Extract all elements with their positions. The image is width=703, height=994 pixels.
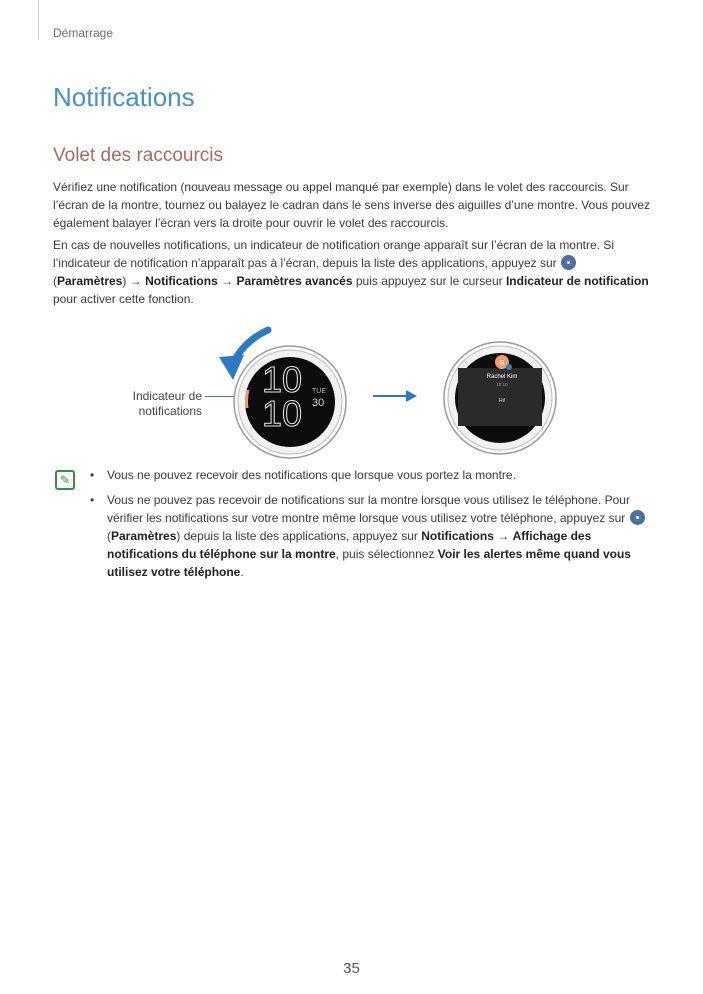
paren: ( <box>53 274 57 288</box>
settings-gear-icon <box>561 255 576 270</box>
show-alerts-label: Voir les alertes même quand vous utilisez votre téléphone <box>107 547 631 579</box>
message-time: 10:10 <box>496 382 508 387</box>
notification-indicator-arc <box>247 390 248 408</box>
indicator-paragraph <box>53 236 653 308</box>
date-text: 30 <box>312 397 325 409</box>
header-rule <box>38 0 39 40</box>
paragraph-text: En cas de nouvelles notifications, un indicateur de notification orange apparaît sur l’écran de la montre. Si l’indicateur de notification n’apparaît pas à l’écran, depuis la liste des applications, appuyez sur <box>53 238 614 270</box>
app-badge-icon <box>506 364 512 370</box>
page-title: Notifications <box>53 82 195 112</box>
note-item <box>90 466 660 484</box>
avatar-initial: R <box>499 360 505 367</box>
swipe-right-arrowhead <box>406 390 417 402</box>
notes-list <box>90 466 660 588</box>
page-number: 35 <box>343 960 360 977</box>
watch-home-screen <box>234 346 346 458</box>
hour-text: 10 <box>261 359 303 400</box>
minute-text: 10 <box>261 393 303 434</box>
note-text: Vous ne pouvez pas recevoir de notifications sur la montre lorsque vous utilisez le téléphone. Pour vérifier les notifications sur votre montre même lorsque vous utilisez votre téléphone, appuyez sur <box>107 493 630 525</box>
settings-gear-icon <box>630 510 645 525</box>
section-label: Démarrage <box>53 26 114 40</box>
note-item <box>90 491 660 581</box>
note-text: Vous ne pouvez recevoir des notifications que lorsque vous portez la montre. <box>107 468 516 482</box>
watch-illustration <box>0 320 703 465</box>
watch-notification-panel <box>444 342 556 454</box>
arrow: → <box>129 274 142 288</box>
watch-graphics <box>0 320 703 465</box>
paren: ) <box>122 274 127 288</box>
paragraph-text: puis appuyez sur le curseur <box>355 274 503 288</box>
note-text: . <box>240 565 244 579</box>
notifications-label: Notifications <box>421 529 494 543</box>
paragraph-text: pour activer cette fonction. <box>53 292 194 306</box>
notifications-label: Notifications <box>145 274 218 288</box>
section-subtitle: Volet des raccourcis <box>53 145 224 166</box>
note-pencil-icon: ✎ <box>55 470 75 490</box>
settings-label: Paramètres <box>111 529 177 543</box>
settings-label: Paramètres <box>57 274 123 288</box>
message-text: Hi! <box>498 398 506 404</box>
sender-name: Rachel Kim <box>486 374 518 380</box>
arrow: → <box>497 529 510 543</box>
phone-display-label: Affichage des notifications du téléphone sur la montre <box>107 529 592 561</box>
paren: ) <box>176 529 181 543</box>
arrow: → <box>221 274 234 288</box>
advanced-settings-label: Paramètres avancés <box>236 274 353 288</box>
intro-paragraph: Vérifiez une notification (nouveau message ou appel manqué par exemple) dans le volet des raccourcis. Sur l’écran de la montre, tournez ou balayez le cadran dans le sens inverse des aiguilles d’une montre. Vous pouvez également balayer l’écran vers la droite pour ouvrir le volet des raccourcis. <box>53 180 651 230</box>
note-text: , puis sélectionnez <box>335 547 435 561</box>
indicator-label: Indicateur de notifications <box>132 389 202 418</box>
paren: ( <box>107 529 111 543</box>
notification-indicator-label: Indicateur de notification <box>505 274 649 288</box>
day-text: TUE <box>312 388 326 395</box>
note-text: depuis la liste des applications, appuyez sur <box>183 529 418 543</box>
